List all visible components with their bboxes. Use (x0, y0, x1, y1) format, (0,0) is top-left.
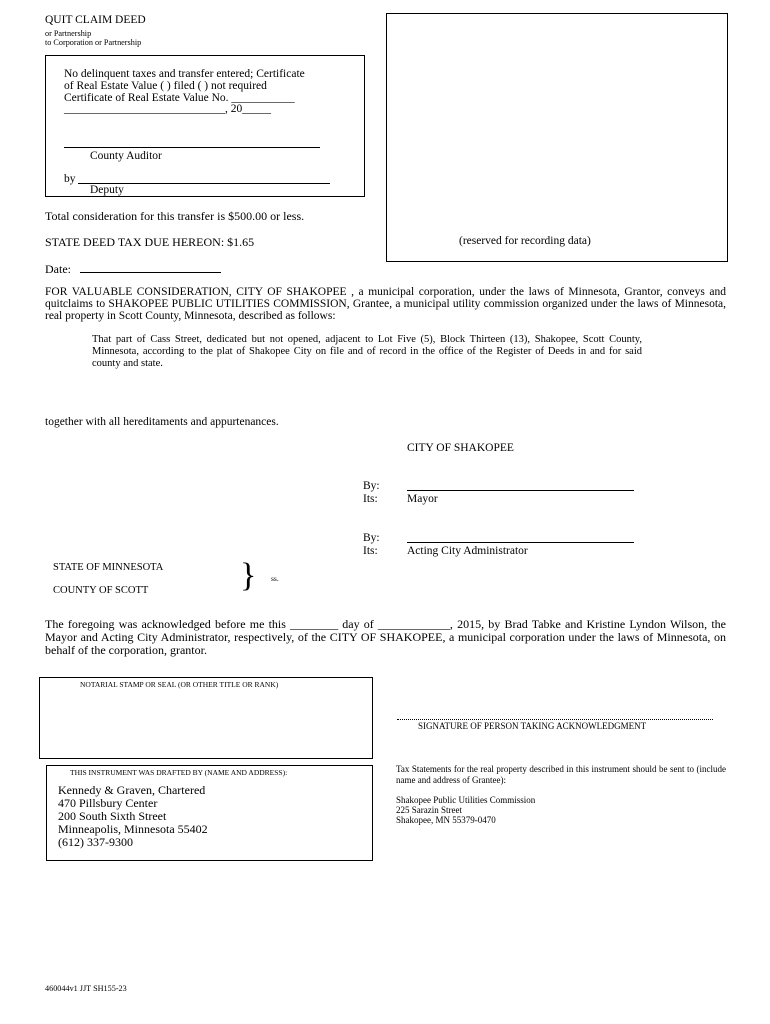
title-subline-2: to Corporation or Partnership (45, 38, 142, 47)
auditor-line-2: of Real Estate Value ( ) filed ( ) not required (64, 80, 267, 92)
recording-data-label: (reserved for recording data) (459, 235, 591, 247)
drafter-line-2: 470 Pillsbury Center (58, 796, 158, 810)
recording-data-box (386, 13, 728, 262)
auditor-signature-line (64, 147, 320, 148)
acknowledgment-signature-line[interactable] (397, 719, 713, 720)
legal-description: That part of Cass Street, dedicated but not opened, adjacent to Lot Five (5), Block Thirteen (13), Shakopee, Scott County, Minnesota, according to the plat of Shakopee City on file and of record in the office of the Register of Deeds in and for said county and state. (92, 334, 642, 369)
acknowledgment-signature-label: SIGNATURE OF PERSON TAKING ACKNOWLEDGMENT (418, 721, 647, 731)
its-label-1: Its: (363, 493, 378, 505)
by-label: by (64, 173, 76, 185)
deputy-label: Deputy (90, 184, 124, 196)
drafter-line-4: Minneapolis, Minnesota 55402 (58, 822, 208, 836)
notarial-stamp-box (39, 677, 373, 759)
auditor-line-3: Certificate of Real Estate Value No. ___________ (64, 92, 295, 104)
date-line[interactable] (80, 272, 221, 273)
date-label: Date: (45, 262, 71, 276)
drafter-line-3: 200 South Sixth Street (58, 809, 167, 823)
signature-line-2[interactable] (407, 542, 634, 543)
auditor-line-4: ____________________________, 20_____ (64, 103, 271, 115)
consideration-text: Total consideration for this transfer is $500.00 or less. (45, 209, 305, 223)
document-title: QUIT CLAIM DEED (45, 14, 146, 26)
title-subline-1: or Partnership (45, 29, 92, 38)
by-label-1: By: (363, 480, 380, 492)
acknowledgment-paragraph: The foregoing was acknowledged before me this ________ day of ____________, 2015, by Brad Tabke and Kristine Lyndon Wilson, the Mayor and Acting City Administrator, respectively, of the CITY OF SHAKOPEE, a municipal corporation under the laws of Minnesota, on behalf of the corporation, grantor. (45, 617, 726, 657)
grantee-line-1: Shakopee Public Utilities Commission (396, 795, 536, 805)
drafted-by-label: THIS INSTRUMENT WAS DRAFTED BY (NAME AND ADDRESS): (70, 768, 288, 777)
hereditaments-text: together with all hereditaments and appurtenances. (45, 416, 279, 428)
grantor-entity: CITY OF SHAKOPEE (407, 442, 514, 454)
venue-ss: ss. (271, 574, 279, 583)
county-auditor-label: County Auditor (90, 150, 162, 162)
auditor-line-1: No delinquent taxes and transfer entered; Certificate (64, 68, 305, 80)
venue-county: COUNTY OF SCOTT (53, 585, 149, 596)
deed-tax-text: STATE DEED TAX DUE HEREON: $1.65 (45, 235, 255, 249)
drafter-line-1: Kennedy & Graven, Chartered (58, 783, 206, 797)
drafter-line-5: (612) 337-9300 (58, 835, 133, 849)
notarial-label: NOTARIAL STAMP OR SEAL (OR OTHER TITLE OR RANK) (80, 680, 279, 689)
grantee-line-3: Shakopee, MN 55379-0470 (396, 815, 496, 825)
grantee-line-2: 225 Sarazin Street (396, 805, 462, 815)
its-label-2: Its: (363, 545, 378, 557)
signer-title-1: Mayor (407, 493, 438, 505)
signature-line-1[interactable] (407, 490, 634, 491)
venue-brace: } (240, 557, 257, 594)
conveyance-paragraph: FOR VALUABLE CONSIDERATION, CITY OF SHAKOPEE , a municipal corporation, under the laws of Minnesota, Grantor, conveys and quitclaims to SHAKOPEE PUBLIC UTILITIES COMMISSION, Grantee, a municipal utility commission organized under the laws of Minnesota, real property in Scott County, Minnesota, described as follows: (45, 286, 726, 323)
venue-state: STATE OF MINNESOTA (53, 562, 164, 573)
by-label-2: By: (363, 532, 380, 544)
document-id: 460044v1 JJT SH155-23 (45, 984, 127, 993)
signer-title-2: Acting City Administrator (407, 545, 528, 557)
tax-statements-text: Tax Statements for the real property described in this instrument should be sent to (include name and address of Grantee): (396, 764, 726, 785)
